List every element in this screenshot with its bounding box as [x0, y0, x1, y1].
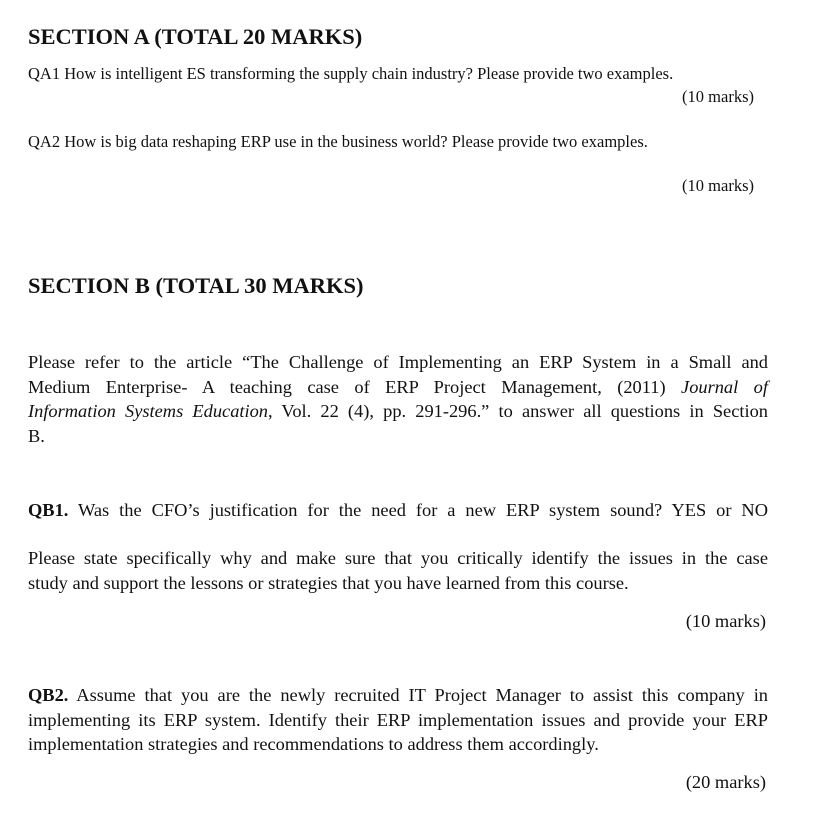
- qb1-question: Was the CFO’s justification for the need for a new ERP system sound? YES or NO: [68, 500, 768, 520]
- intro-line-4: B.: [28, 425, 45, 446]
- question-qa2: QA2 How is big data reshaping ERP use in the business world? Please provide two examples.: [28, 132, 648, 151]
- qb2-line-1-text: Assume that you are the newly recruited IT Project Manager to assist this company in: [68, 685, 768, 705]
- qb2-label: QB2.: [28, 685, 69, 705]
- section-a-heading: SECTION A (TOTAL 20 MARKS): [28, 24, 363, 49]
- qb2-line-1: [28, 683, 768, 708]
- question-qb2: [28, 683, 768, 757]
- intro-line-3: [28, 399, 768, 424]
- qb1-marks: (10 marks): [685, 611, 766, 631]
- qb2-line-3: implementation strategies and recommendations to address them accordingly.: [28, 734, 599, 754]
- qa2-marks: (10 marks): [682, 176, 754, 195]
- qb2-line-2: implementing its ERP system. Identify their ERP implementation issues and provide your ERP: [28, 709, 768, 730]
- intro-line-2-text: Medium Enterprise- A teaching case of ERP Project Management, (2011): [28, 376, 682, 397]
- section-b-intro: [28, 350, 768, 448]
- qa1-marks: (10 marks): [682, 87, 754, 106]
- journal-title-part-1: Journal of: [681, 376, 768, 397]
- intro-line-1: Please refer to the article “The Challenge of Implementing an ERP System in a Small and: [28, 352, 768, 372]
- qb2-marks: (20 marks): [685, 772, 766, 792]
- qb1-label: QB1.: [28, 500, 69, 520]
- intro-line-2: [28, 375, 768, 400]
- qb1-instructions: [28, 546, 768, 595]
- question-qa1: QA1 How is intelligent ES transforming the supply chain industry? Please provide two examples.: [28, 64, 674, 83]
- question-qb1: [28, 498, 768, 523]
- journal-title-part-2: Information Systems Education: [28, 401, 268, 421]
- section-b-heading: SECTION B (TOTAL 30 MARKS): [28, 273, 364, 298]
- qb1-instructions-line-1: Please state specifically why and make sure that you critically identify the issues in the case: [28, 548, 768, 568]
- qb1-instructions-line-2: study and support the lessons or strategies that you have learned from this course.: [28, 572, 629, 593]
- intro-line-3-text: , Vol. 22 (4), pp. 291-296.” to answer all questions in Section: [268, 401, 768, 421]
